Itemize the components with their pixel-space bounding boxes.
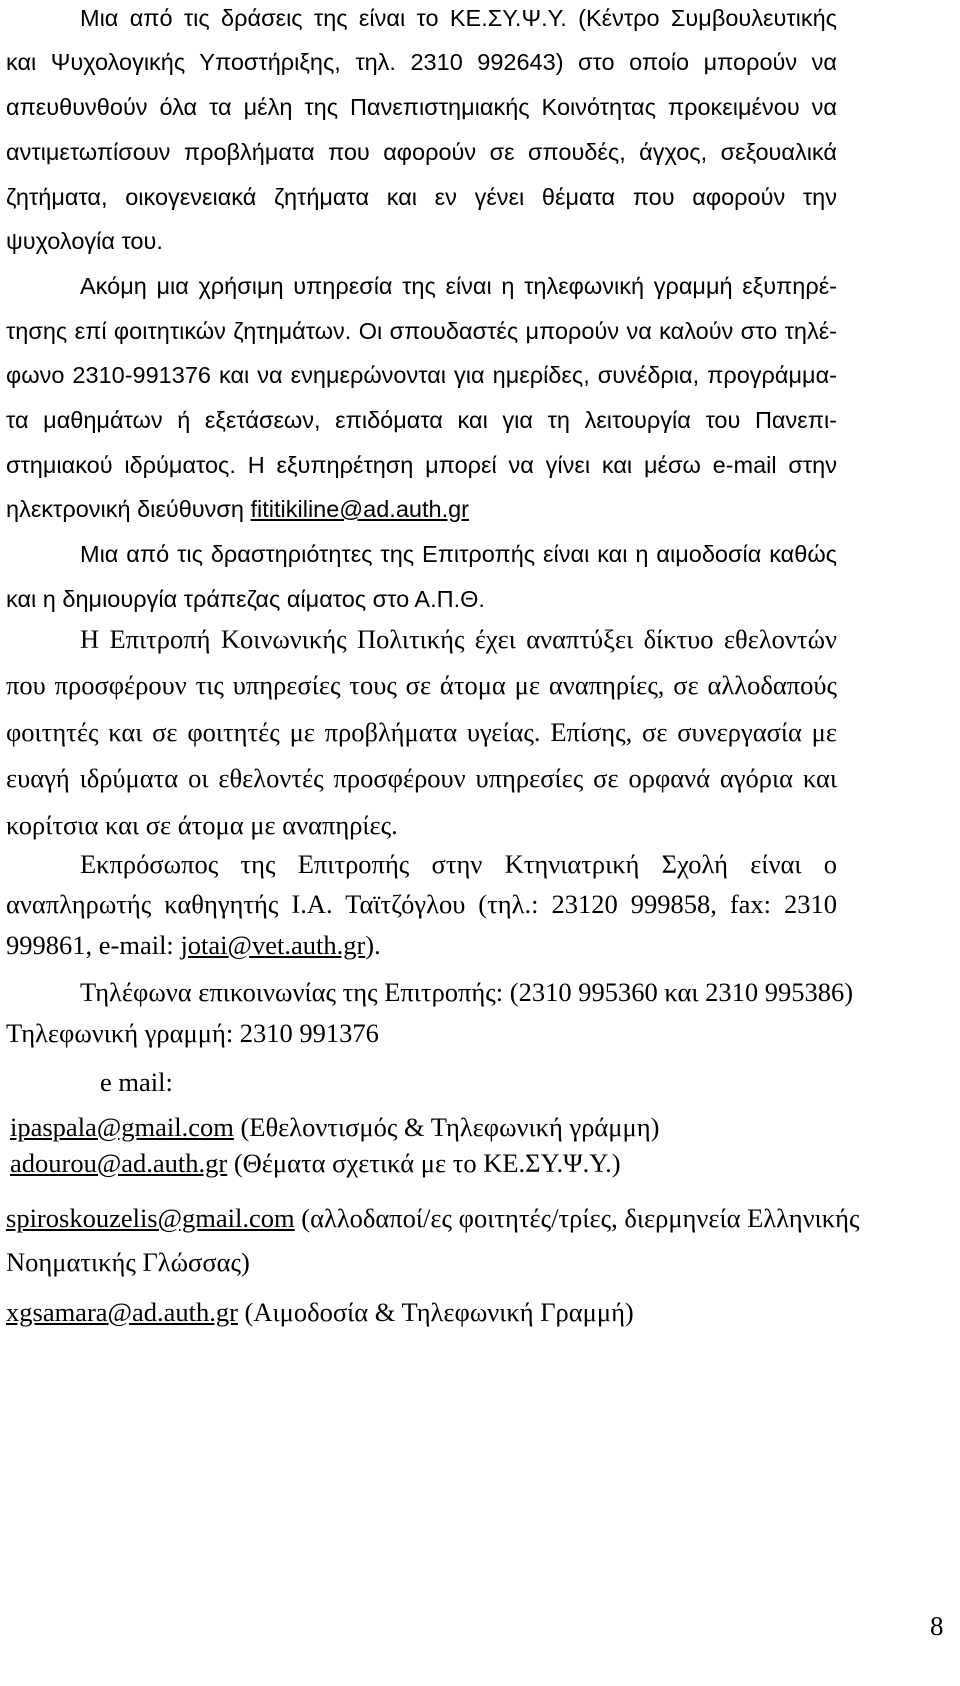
volunteers-line-2: που προσφέρουν τις υπηρεσίες τους σε άτομα με αναπηρίες, σε αλλοδαπούς bbox=[6, 670, 837, 700]
phoneline-line-1: Ακόμη μια χρήσιμη υπηρεσία της είναι η τηλεφωνική γραμμή εξυπηρέ- bbox=[80, 273, 837, 299]
phoneline-prefix: ηλεκτρονική διεύθυνση bbox=[6, 496, 251, 522]
ipaspala-email-link[interactable]: ipaspala@gmail.com bbox=[10, 1112, 234, 1142]
blood-line-2: και η δημιουργία τράπεζας αίματος στο Α.Π.Θ. bbox=[6, 586, 485, 612]
volunteers-line-1: Η Επιτροπή Κοινωνικής Πολιτικής έχει αναπτύξει δίκτυο εθελοντών bbox=[80, 624, 837, 654]
representative-suffix: ). bbox=[365, 930, 381, 960]
phoneline-line-2: τησης επί φοιτητικών ζητημάτων. Οι σπουδαστές μπορούν να καλούν στο τηλέ- bbox=[6, 318, 837, 344]
kesypy-line-5: ζητήματα, οικογενειακά ζητήματα και εν γένει θέματα που αφορούν την bbox=[6, 184, 837, 210]
representative-line-3 bbox=[6, 930, 837, 960]
phoneline-line-4: τα μαθημάτων ή εξετάσεων, επιδόματα και για τη λειτουργία του Πανεπι- bbox=[6, 407, 837, 433]
contact-email-row-2 bbox=[10, 1148, 837, 1178]
contact-email-note-1: (Εθελοντισμός & Τηλεφωνική γράμμη) bbox=[233, 1112, 660, 1142]
page-number: 8 bbox=[930, 1611, 944, 1641]
contact-email-note-2: (Θέματα σχετικά με το ΚΕ.ΣΥ.Ψ.Υ.) bbox=[227, 1148, 621, 1178]
xgsamara-email-link[interactable]: xgsamara@ad.auth.gr bbox=[6, 1297, 238, 1327]
kesypy-line-4: αντιμετωπίσουν προβλήματα που αφορούν σε σπουδές, άγχος, σεξουαλικά bbox=[6, 139, 837, 165]
contact-email-row-4 bbox=[6, 1297, 837, 1327]
kesypy-line-2: και Ψυχολογικής Υποστήριξης, τηλ. 2310 992643) στο οποίο μπορούν να bbox=[6, 49, 837, 75]
committee-phones: Τηλέφωνα επικοινωνίας της Επιτροπής: (2310 995360 και 2310 995386) bbox=[80, 977, 854, 1007]
contact-email-row-3 bbox=[6, 1203, 860, 1233]
hotline-number: Τηλεφωνική γραμμή: 2310 991376 bbox=[6, 1018, 379, 1048]
contact-email-note-3: (αλλοδαποί/ες φοιτητές/τρίες, διερμηνεία Ελληνικής bbox=[294, 1203, 860, 1233]
blood-line-1: Μια από τις δραστηριότητες της Επιτροπής είναι και η αιμοδοσία καθώς bbox=[80, 541, 837, 567]
email-label: e mail: bbox=[100, 1067, 173, 1097]
contact-email-row-3-continuation: Νοηματικής Γλώσσας) bbox=[6, 1247, 250, 1277]
contact-email-note-4: (Αιμοδοσία & Τηλεφωνική Γραμμή) bbox=[237, 1297, 634, 1327]
spiroskouzelis-email-link[interactable]: spiroskouzelis@gmail.com bbox=[6, 1203, 295, 1233]
jotai-email-link[interactable]: jotai@vet.auth.gr bbox=[180, 930, 366, 960]
contact-email-row-1 bbox=[10, 1112, 837, 1142]
kesypy-line-1: Μια από τις δράσεις της είναι το ΚΕ.ΣΥ.Ψ.Υ. (Κέντρο Συμβουλευτικής bbox=[80, 5, 837, 31]
volunteers-line-5: κορίτσια και σε άτομα με αναπηρίες. bbox=[6, 810, 398, 840]
phoneline-line-5: στημιακού ιδρύματος. Η εξυπηρέτηση μπορεί να γίνει και μέσω e-mail στην bbox=[6, 452, 837, 478]
representative-line-1: Εκπρόσωπος της Επιτροπής στην Κτηνιατρική Σχολή είναι ο bbox=[80, 849, 837, 879]
representative-line-2: αναπληρωτής καθηγητής Ι.Α. Ταϊτζόγλου (τηλ.: 23120 999858, fax: 2310 bbox=[6, 889, 837, 919]
phoneline-line-3: φωνο 2310-991376 και να ενημερώνονται για ημερίδες, συνέδρια, προγράμμα- bbox=[6, 362, 837, 388]
volunteers-line-3: φοιτητές και σε φοιτητές με προβλήματα υγείας. Επίσης, σε συνεργασία με bbox=[6, 717, 837, 747]
adourou-email-link[interactable]: adourou@ad.auth.gr bbox=[10, 1148, 228, 1178]
representative-prefix: 999861, e-mail: bbox=[6, 930, 181, 960]
phoneline-line-6 bbox=[6, 494, 837, 524]
kesypy-line-6: ψυχολογία του. bbox=[6, 228, 163, 254]
fititikiline-email-link[interactable]: fititikiline@ad.auth.gr bbox=[250, 496, 469, 522]
volunteers-line-4: ευαγή ιδρύματα οι εθελοντές προσφέρουν υπηρεσίες σε ορφανά αγόρια και bbox=[6, 763, 837, 793]
kesypy-line-3: απευθυνθούν όλα τα μέλη της Πανεπιστημιακής Κοινότητας προκειμένου να bbox=[6, 94, 837, 120]
